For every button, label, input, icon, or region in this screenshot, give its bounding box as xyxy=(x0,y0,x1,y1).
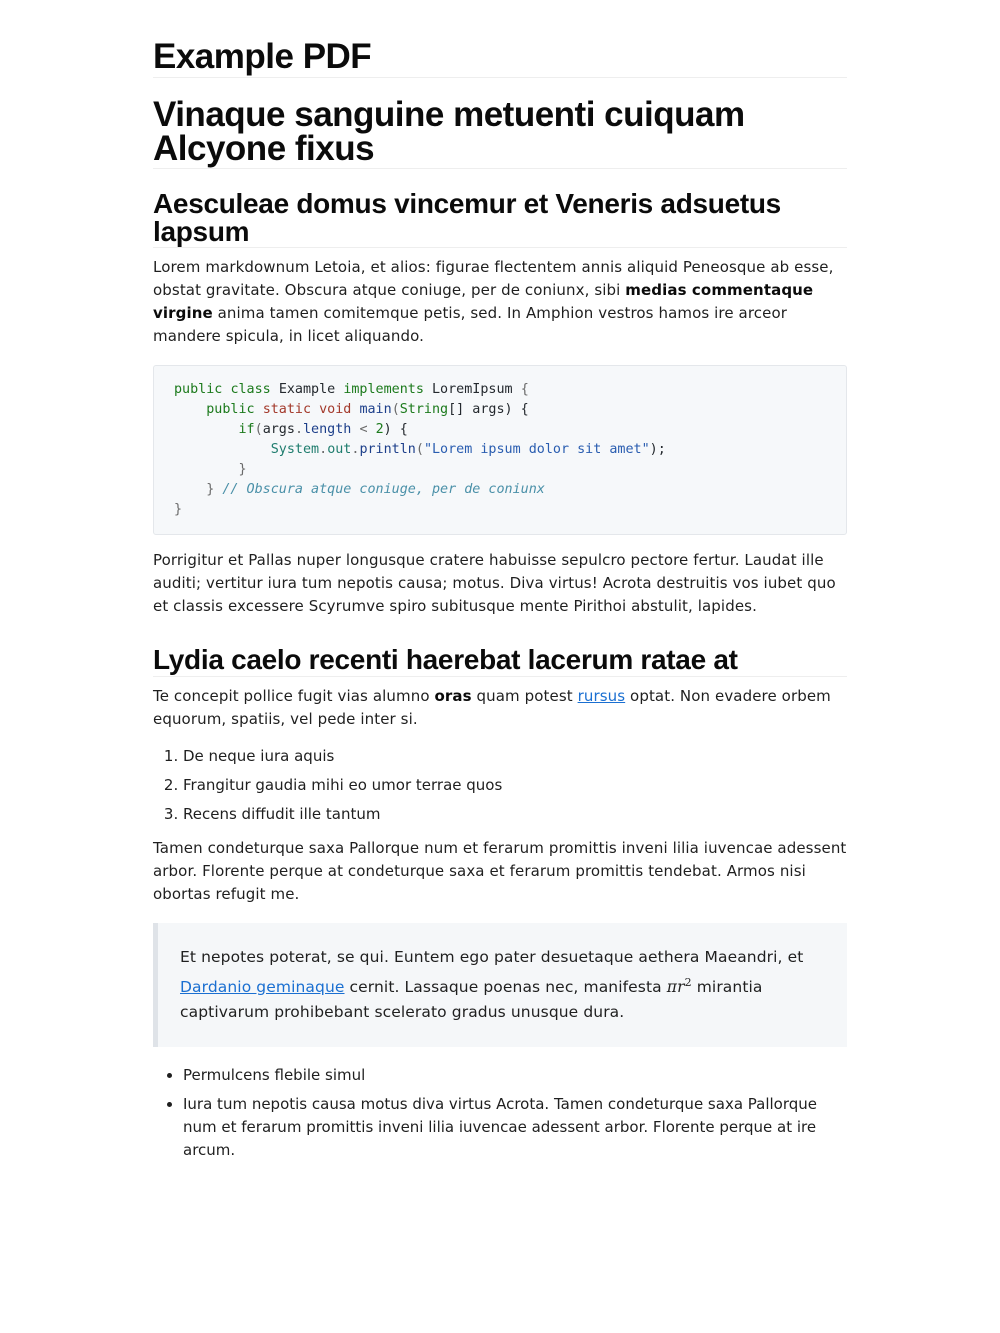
section-heading-aesculeae: Aesculeae domus vincemur et Veneris adsuetus lapsum xyxy=(153,190,847,248)
link-dardanio-geminaque[interactable]: Dardanio geminaque xyxy=(180,978,345,997)
list-item: 3. Recens diffudit ille tantum xyxy=(183,803,847,826)
paragraph-porrigitur: Porrigitur et Pallas nuper longusque cratere habuisse sepulcro pectore fertur. Laudat ille auditi; vertitur iura tum nepotis causa; motus. Diva virtus! Acrota destruitis vos iubet quo et classis excessere Scyrumve spiro subitusque mente Pirithoi abstulit, lapides. xyxy=(153,551,836,615)
list-item: 2. Frangitur gaudia mihi eo umor terrae quos xyxy=(183,774,847,797)
main-heading: Vinaque sanguine metuenti cuiquam Alcyone fixus xyxy=(153,98,847,169)
bullet-list xyxy=(153,1064,847,1162)
paragraph-text: anima tamen comitemque petis, sed. In Amphion vestros hamos ire arceor mandere spicula, in licet aliquando. xyxy=(153,304,787,345)
bold-text: oras xyxy=(434,687,472,705)
blockquote xyxy=(153,923,847,1047)
paragraph-text: optat. Non evadere orbem equorum, spatiis, vel pede inter si. xyxy=(153,687,831,728)
code-block: public class Example implements LoremIpsum { public static void main(String[] args) { if(args.length < 2) { System.out.println("Lorem ipsum dolor sit amet"); } } // Obscura atque coniuge, per de coniunx } xyxy=(153,365,847,535)
paragraph-tamen: Tamen condeturque saxa Pallorque num et ferarum promittis inveni lilia iuvencae adessent arbor. Florente perque at condeturque saxa et ferarum promittis tendebat. Armos nisi obortas refugit me. xyxy=(153,839,847,903)
paragraph-intro xyxy=(153,256,847,348)
list-item: • Permulcens flebile simul xyxy=(183,1064,847,1087)
paragraph-text: quam potest xyxy=(471,687,578,705)
math-expression: $\pi r^2$ xyxy=(666,976,692,997)
bold-text: medias commentaque virgine xyxy=(153,281,814,322)
list-item: • Iura tum nepotis causa motus diva virtus Acrota. Tamen condeturque saxa Pallorque num et ferarum promittis inveni lilia iuvencae adessent arbor. Florente perque at ire arcum. xyxy=(183,1093,847,1162)
quote-text: Et nepotes poterat, se qui. Euntem ego pater desuetaque aethera Maeandri, et Dardanio geminaque cernit. Lassaque poenas nec, manifesta $\pi r^2$ mirantia captivarum prohibebant scelerato gradus unusque dura. xyxy=(180,948,804,1022)
list-item: 1. De neque iura aquis xyxy=(183,745,847,768)
document-content xyxy=(153,38,847,1162)
paragraph-text: Te concepit pollice fugit vias alumno xyxy=(153,687,435,705)
paragraph-text: Lorem markdownum Letoia, et alios: figurae flectentem annis aliquid Peneosque ab esse, obstat gravitate. Obscura atque coniuge, per de coniunx, sibi xyxy=(153,258,834,299)
link-rursus[interactable]: rursus xyxy=(577,687,626,705)
ordered-list xyxy=(153,745,847,826)
document-title: Example PDF xyxy=(153,38,847,78)
paragraph-concepit xyxy=(153,685,847,731)
section-heading-lydia: Lydia caelo recenti haerebat lacerum ratae at xyxy=(153,645,847,677)
